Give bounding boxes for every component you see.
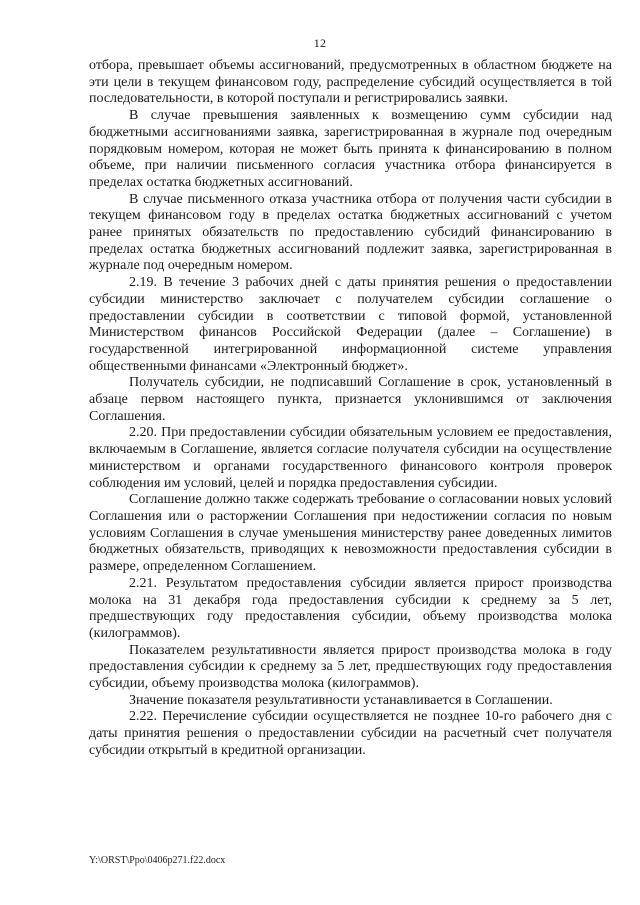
paragraph: Значение показателя результативности устанавливается в Соглашении. <box>129 692 553 708</box>
paragraph-clause-2-20: 2.20. При предоставлении субсидии обязательным условием ее предоставления, включаемым в Соглашение, является согласие получателя субсидии на осуществление министерством и органами государственного финансового контроля проверок соблюдения им условий, целей и порядка предоставления субсидии. <box>89 425 612 491</box>
paragraph-clause-2-21: 2.21. Результатом предоставления субсидии является прирост производства молока на 31 декабря года предоставления субсидии к среднему за 5 лет, предшествующих году предоставления субсидии, объему производства молока (килограммов). <box>89 575 612 641</box>
paragraph-clause-2-19: 2.19. В течение 3 рабочих дней с даты принятия решения о предоставлении субсидии министерство заключает с получателем субсидии соглашение о предоставлении субсидии в соответствии с типовой формой, установленной Министерством финансов Российской Федерации (далее – Соглашение) в государственной интегрированной информационной системе управления общественными финансами «Электронный бюджет». <box>89 275 612 374</box>
paragraph: В случае превышения заявленных к возмещению сумм субсидии над бюджетными ассигнованиями заявка, зарегистрированная в журнале под очередным порядковым номером, которая не может быть принята к финансированию в полном объеме, при наличии письменного согласия участника отбора финансируется в пределах остатка бюджетных ассигнований. <box>89 108 612 190</box>
footer-file-path: Y:\ORST\Ppo\0406p271.f22.docx <box>89 855 226 866</box>
paragraph: Показателем результативности является прирост производства молока в году предоставления субсидии к среднему за 5 лет, предшествующих году предоставления субсидии, объему производства молока (килограммов). <box>89 642 612 692</box>
paragraph: Получатель субсидии, не подписавший Соглашение в срок, установленный в абзаце первом настоящего пункта, признается уклонившимся от заключения Соглашения. <box>89 375 612 424</box>
paragraph-clause-2-22: 2.22. Перечисление субсидии осуществляется не позднее 10-го рабочего дня с даты принятия решения о предоставлении субсидии на расчетный счет получателя субсидии открытый в кредитной организации. <box>89 709 612 758</box>
page-number: 12 <box>313 36 327 50</box>
paragraph-continuation: отбора, превышает объемы ассигнований, предусмотренных в областном бюджете на эти цели в текущем финансовом году, распределение субсидий осуществляется в той последовательности, в которой поступали и регистрировались заявки. <box>89 58 612 107</box>
paragraph: В случае письменного отказа участника отбора от получения части субсидии в текущем финансовом году в пределах остатка бюджетных ассигнований с учетом ранее принятых обязательств по предоставлению субсидий финансированию в пределах остатка бюджетных ассигнований подлежит заявка, зарегистрированная в журнале под очередным номером. <box>89 191 612 274</box>
document-body <box>89 58 612 760</box>
paragraph: Соглашение должно также содержать требование о согласовании новых условий Соглашения или о расторжении Соглашения при недостижении согласия по новым условиям Соглашения в случае уменьшения министерству ранее доведенных лимитов бюджетных обязательств, приводящих к невозможности предоставления субсидии в размере, определенном Соглашением. <box>89 492 612 575</box>
